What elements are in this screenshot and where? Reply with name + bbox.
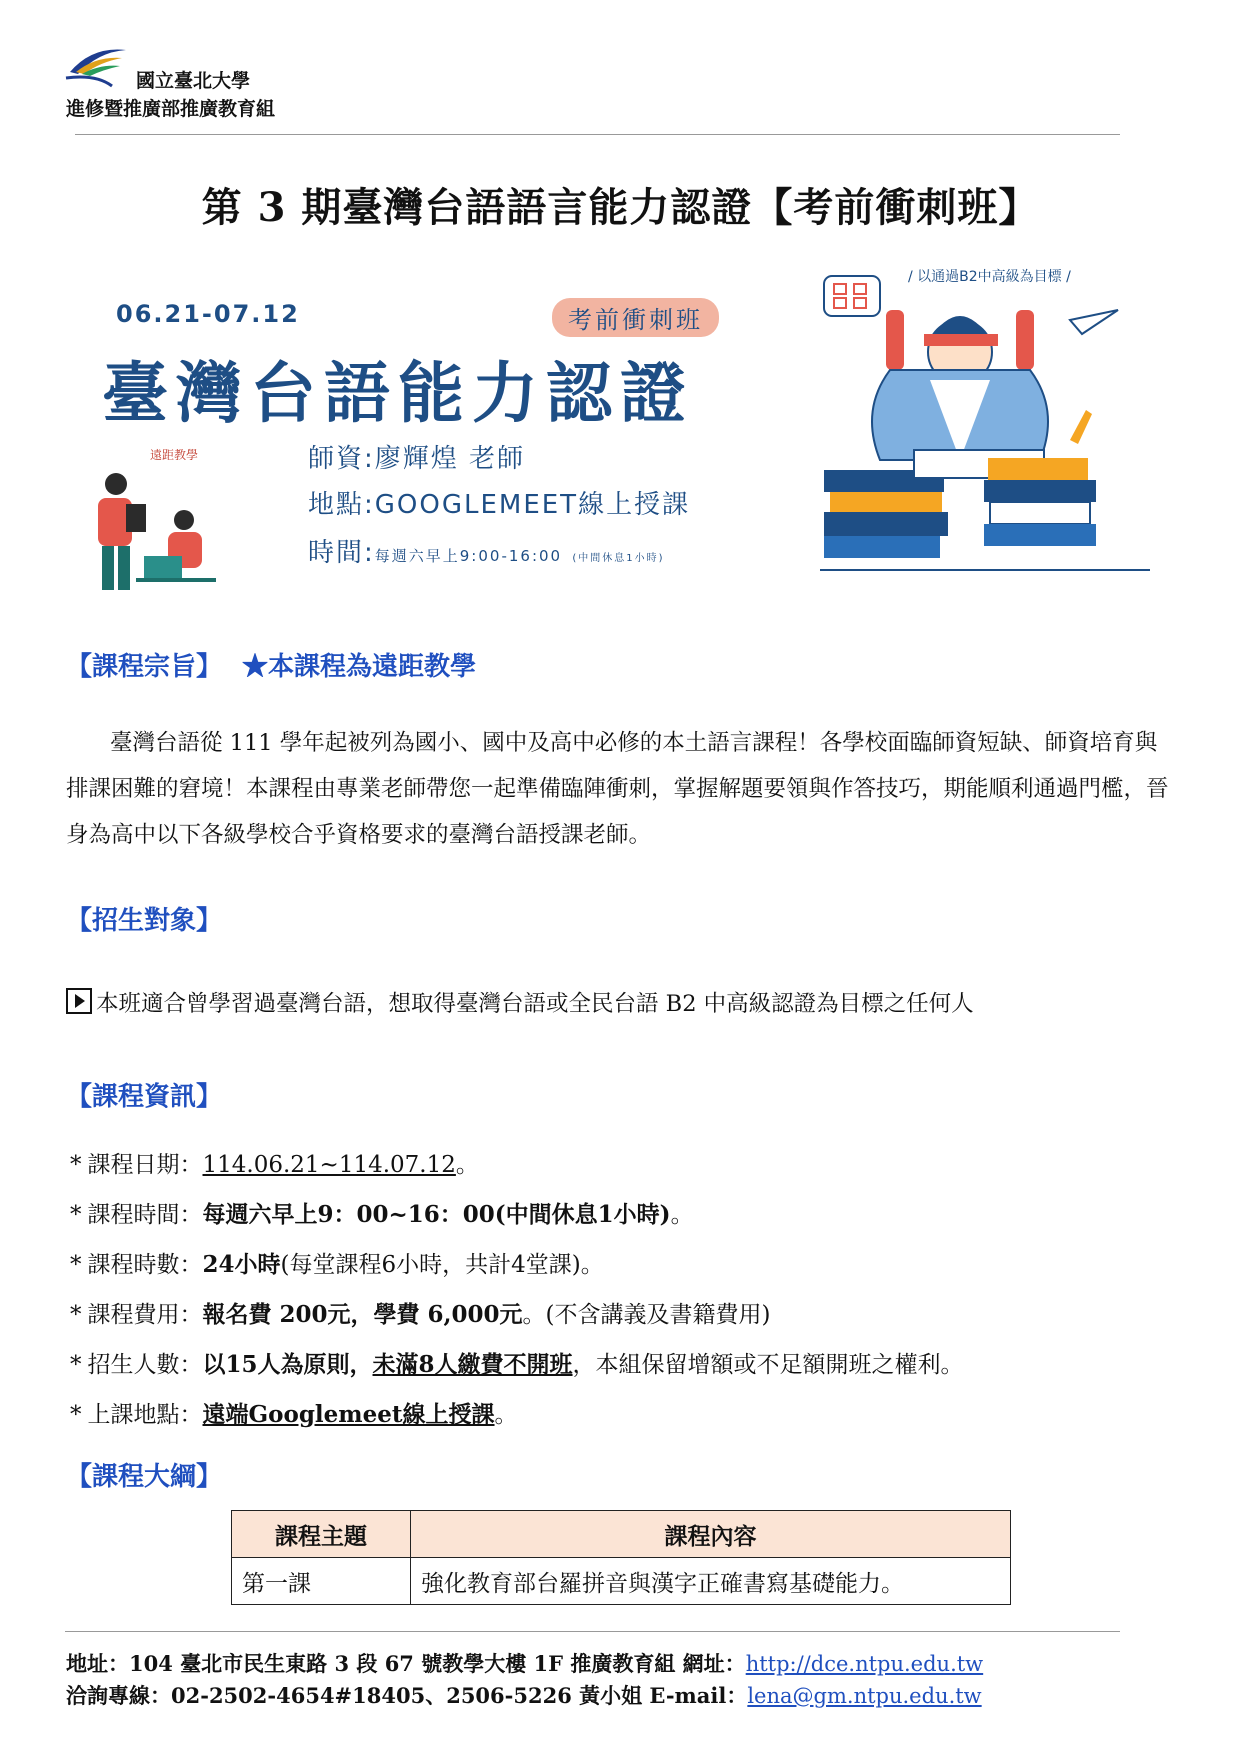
- table-row: [232, 1558, 1011, 1605]
- info-size-note: ，本組保留增額或不足額開班之權利。: [572, 1352, 964, 1378]
- info-size-value: 以15人為原則，: [202, 1351, 373, 1378]
- info-heading: 【課程資訊】: [66, 1082, 223, 1112]
- row-topic: 第一課: [232, 1558, 411, 1605]
- bullet-star: *: [70, 1152, 82, 1178]
- info-hours-label: 課程時數：: [87, 1252, 203, 1278]
- row-content: 強化教育部台羅拼音與漢字正確書寫基礎能力。: [411, 1558, 1011, 1605]
- info-fee-label: 課程費用：: [87, 1302, 203, 1328]
- footer-address: [66, 1648, 983, 1678]
- purpose-heading-label: 【課程宗旨】: [66, 652, 223, 682]
- banner-badge: 考前衝刺班: [552, 298, 719, 337]
- info-size-minimum: 未滿8人繳費不開班: [372, 1351, 573, 1378]
- info-date-value: 114.06.21~114.07.12: [202, 1152, 456, 1178]
- purpose-heading: [66, 646, 476, 683]
- outline-table: [231, 1510, 1011, 1605]
- student-illustration: [820, 270, 1150, 600]
- table-header-row: [232, 1511, 1011, 1558]
- course-banner: [72, 270, 1172, 600]
- audience-item: [66, 986, 974, 1018]
- bullet-star: *: [70, 1302, 82, 1328]
- info-fee-value: 報名費 200元，學費 6,000元: [202, 1301, 523, 1328]
- info-date-end: 。: [455, 1152, 479, 1178]
- remote-teaching-tag: 遠距教學: [150, 448, 199, 462]
- bullet-star: *: [70, 1202, 82, 1228]
- info-enrollment: [70, 1340, 964, 1390]
- people-illustration: [72, 460, 222, 600]
- footer-address-text: 地址：104 臺北市民生東路 3 段 67 號教學大樓 1F 推廣教育組 網址：: [66, 1651, 746, 1676]
- banner-time: [308, 532, 665, 569]
- banner-teacher: 師資:廖輝煌 老師: [308, 444, 526, 474]
- info-place: [70, 1390, 964, 1440]
- info-hours: [70, 1240, 964, 1290]
- website-link[interactable]: http://dce.ntpu.edu.tw: [745, 1652, 984, 1676]
- column-header-content: 課程內容: [411, 1511, 1011, 1558]
- banner-time-label: 時間:: [308, 538, 375, 568]
- info-time: [70, 1190, 964, 1240]
- info-hours-value: 24小時: [202, 1251, 281, 1278]
- purpose-text: 臺灣台語從 111 學年起被列為國小、國中及高中必修的本土語言課程！各學校面臨師資短缺、師資培育與排課困難的窘境！本課程由專業老師帶您一起準備臨陣衝刺，掌握解題要領與作答技巧，期能順利通過門檻，晉身為高中以下各級學校合乎資格要求的臺灣台語授課老師。: [66, 730, 1169, 848]
- banner-location: 地點:GOOGLEMEET線上授課: [308, 490, 691, 520]
- info-time-end: 。: [670, 1202, 694, 1228]
- info-date-label: 課程日期：: [87, 1152, 203, 1178]
- banner-time-value: 每週六早上9:00-16:00: [374, 547, 563, 565]
- footer-contact: [66, 1680, 982, 1710]
- footer-divider: [65, 1631, 1120, 1632]
- info-fee-note: 。(不含講義及書籍費用): [522, 1302, 771, 1328]
- course-info-list: [70, 1140, 964, 1440]
- info-hours-note: (每堂課程6小時，共計4堂課)。: [280, 1252, 604, 1278]
- remote-note: ★本課程為遠距教學: [242, 652, 477, 682]
- info-size-label: 招生人數：: [87, 1352, 203, 1378]
- org-department: 進修暨推廣部推廣教育組: [66, 98, 276, 120]
- banner-time-note: (中間休息1小時): [572, 553, 665, 564]
- audience-heading: 【招生對象】: [66, 906, 223, 936]
- info-place-end: 。: [494, 1402, 518, 1428]
- bullet-star: *: [70, 1402, 82, 1428]
- bullet-star: *: [70, 1352, 82, 1378]
- column-header-topic: 課程主題: [232, 1511, 411, 1558]
- banner-title: 臺灣台語能力認證: [102, 355, 694, 432]
- page-title: 第 3 期臺灣台語語言能力認證【考前衝刺班】: [201, 184, 1040, 231]
- info-date: [70, 1140, 964, 1190]
- banner-date: 06.21-07.12: [116, 300, 300, 328]
- university-logo: [62, 42, 132, 90]
- info-place-label: 上課地點：: [87, 1402, 203, 1428]
- header-divider: [75, 134, 1120, 135]
- org-name: 國立臺北大學: [136, 70, 251, 92]
- footer-contact-text: 洽詢專線：02-2502-4654#18405、2506-5226 黃小姐 E-mail：: [66, 1683, 748, 1708]
- info-time-value: 每週六早上9：00~16：00(中間休息1小時): [202, 1201, 671, 1228]
- info-time-label: 課程時間：: [87, 1202, 203, 1228]
- email-link[interactable]: lena@gm.ntpu.edu.tw: [747, 1684, 982, 1708]
- outline-heading: 【課程大綱】: [66, 1462, 223, 1492]
- audience-text: 本班適合曾學習過臺灣台語，想取得臺灣台語或全民台語 B2 中高級認證為目標之任何人: [96, 991, 974, 1017]
- info-fee: [70, 1290, 964, 1340]
- banner-goal: / 以通過B2中高級為目標 /: [908, 269, 1071, 285]
- info-place-value: 遠端Googlemeet線上授課: [202, 1401, 495, 1428]
- bullet-star: *: [70, 1252, 82, 1278]
- purpose-paragraph: [66, 720, 1176, 858]
- play-icon: [66, 988, 92, 1014]
